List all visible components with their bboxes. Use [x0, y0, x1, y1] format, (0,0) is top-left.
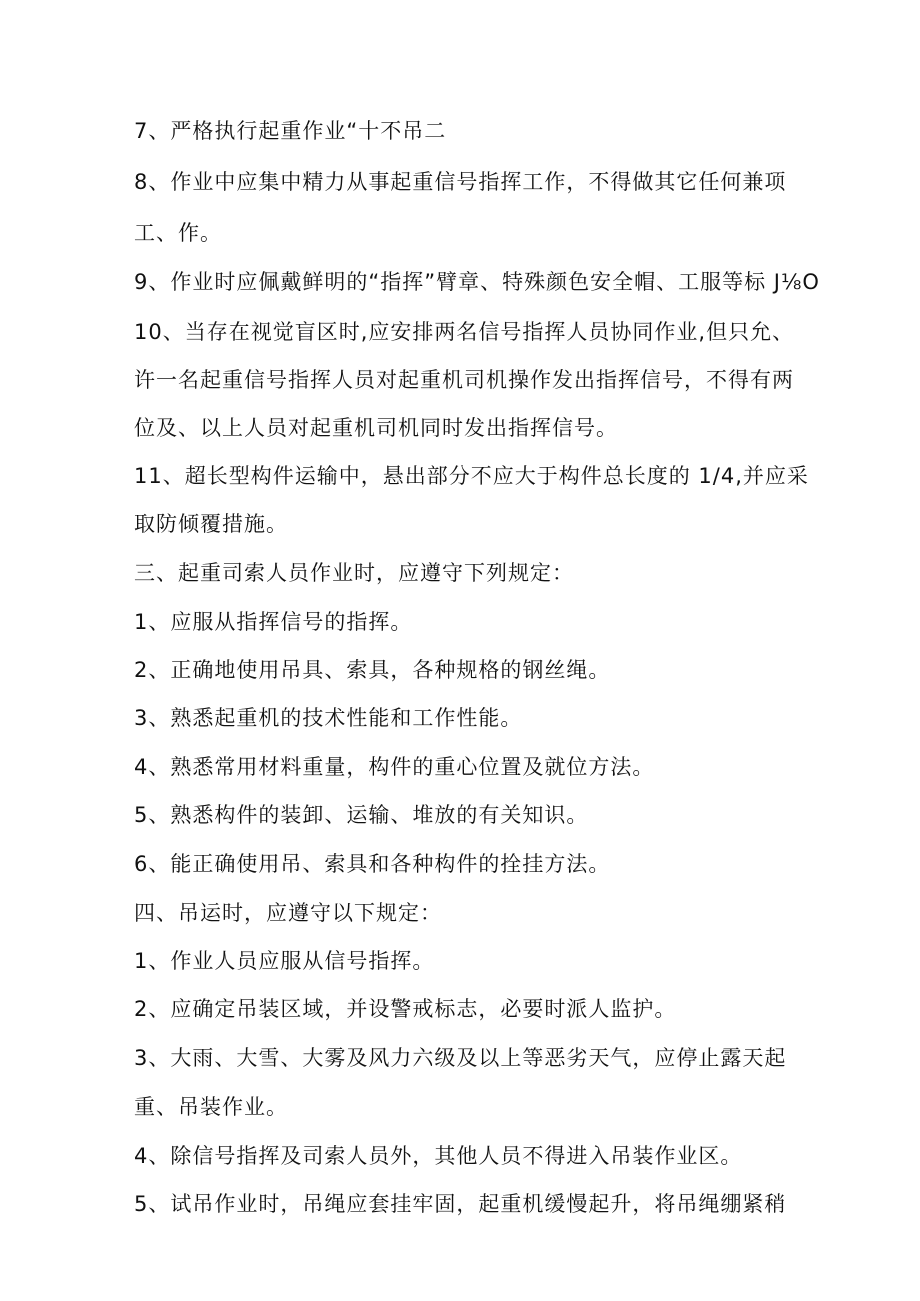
text-line: 6、能正确使用吊、索具和各种构件的拴挂方法。	[134, 852, 611, 876]
text-line: 重、吊装作业。	[134, 1095, 288, 1119]
text-line: 1、作业人员应服从信号指挥。	[134, 949, 435, 973]
text-line: 许一名起重信号指挥人员对起重机司机操作发出指挥信号，不得有两	[134, 368, 794, 392]
text-line: 5、熟悉构件的装卸、运输、堆放的有关知识。	[134, 803, 589, 827]
text-line: 2、应确定吊装区域，并设警戒标志，必要时派人监护。	[134, 997, 677, 1021]
text-line: 2、正确地使用吊具、索具，各种规格的钢丝绳。	[134, 658, 611, 682]
text-line: 9、作业时应佩戴鲜明的“指挥”臂章、特殊颜色安全帽、工服等标 J⅛O	[134, 270, 820, 294]
text-line: 工、作。	[134, 221, 222, 245]
text-line: 8、作业中应集中精力从事起重信号指挥工作，不得做其它任何兼项	[134, 170, 787, 194]
text-line: 1、应服从指挥信号的指挥。	[134, 610, 413, 634]
text-line: 4、熟悉常用材料重量，构件的重心位置及就位方法。	[134, 755, 655, 779]
section-heading: 四、吊运时，应遵守以下规定：	[134, 901, 442, 925]
text-line: 11、超长型构件运输中，悬出部分不应大于构件总长度的 1/4,并应采	[134, 464, 809, 488]
section-heading: 三、起重司索人员作业时，应遵守下列规定：	[134, 561, 574, 585]
text-line: 7、严格执行起重作业“十不吊二	[134, 119, 447, 143]
text-line: 取防倾覆措施。	[134, 512, 288, 536]
text-line: 4、除信号指挥及司索人员外，其他人员不得进入吊装作业区。	[134, 1144, 743, 1168]
text-line: 10、当存在视觉盲区时,应安排两名信号指挥人员协同作业,但只允、	[134, 320, 795, 344]
text-line: 5、试吊作业时，吊绳应套挂牢固，起重机缓慢起升，将吊绳绷紧稍	[134, 1192, 787, 1216]
text-line: 位及、以上人员对起重机司机同时发出指挥信号。	[134, 416, 618, 440]
text-line: 3、熟悉起重机的技术性能和工作性能。	[134, 706, 523, 730]
text-line: 3、大雨、大雪、大雾及风力六级及以上等恶劣天气，应停止露天起	[134, 1046, 787, 1070]
